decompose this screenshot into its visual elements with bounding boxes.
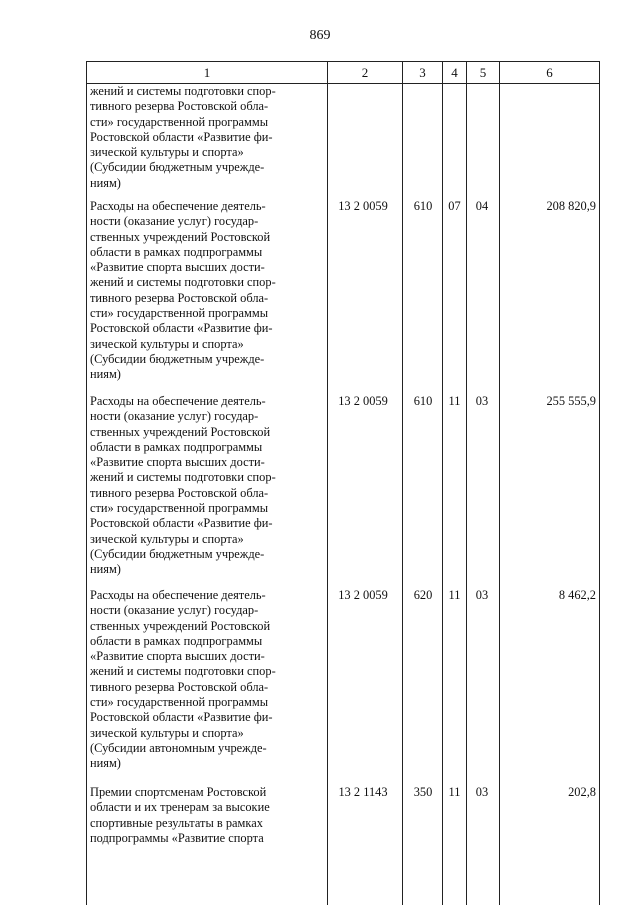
row-section: 11 (448, 588, 461, 602)
row-section: 11 (448, 394, 461, 408)
header-col-5: 5 (479, 65, 487, 80)
row-description: Расходы на обеспечение деятель- ности (оказание услуг) государ- ственных учреждений Ростовской области в рамках подпрограммы «Развитие спорта высших дости- жений и системы подготовки спор- тивного резерва Ростовской обла- сти» государственной программы Ростовской области «Развитие фи- зической культуры и спорта» (Субсидии бюджетным учрежде- ниям) (90, 199, 276, 382)
column-rule (86, 61, 87, 905)
column-rule (466, 61, 467, 905)
row-expense-type: 350 (413, 785, 433, 799)
column-rule (499, 61, 500, 905)
budget-table (86, 61, 600, 905)
row-amount: 8 462,2 (558, 588, 596, 602)
row-subsection: 03 (475, 785, 489, 799)
header-col-2: 2 (361, 65, 369, 80)
row-description: Премии спортсменам Ростовской области и их тренерам за высокие спортивные результаты в рамках подпрограммы «Развитие спорта (90, 785, 270, 845)
header-col-1: 1 (203, 65, 211, 80)
row-amount: 208 820,9 (546, 199, 596, 213)
row-expense-type: 610 (413, 199, 433, 213)
row-description: Расходы на обеспечение деятель- ности (оказание услуг) государ- ственных учреждений Ростовской области в рамках подпрограммы «Развитие спорта высших дости- жений и системы подготовки спор- тивного резерва Ростовской обла- сти» государственной программы Ростовской области «Развитие фи- зической культуры и спорта» (Субсидии автономным учрежде- ниям) (90, 588, 276, 771)
header-col-6: 6 (546, 65, 553, 80)
row-subsection: 04 (475, 199, 489, 213)
row-expense-type: 620 (413, 588, 433, 602)
row-expense-type: 610 (413, 394, 433, 408)
row-description: жений и системы подготовки спор- тивного резерва Ростовской обла- сти» государственной программы Ростовской области «Развитие фи- зической культуры и спорта» (Субсидии бюджетным учрежде- ниям) (90, 84, 276, 190)
header-col-3: 3 (419, 65, 426, 80)
row-target-code: 13 2 0059 (338, 199, 388, 213)
page-number: 869 (309, 28, 331, 43)
row-amount: 202,8 (568, 785, 596, 799)
row-subsection: 03 (475, 588, 489, 602)
column-rule (402, 61, 403, 905)
row-target-code: 13 2 1143 (338, 785, 388, 799)
row-section: 11 (448, 785, 461, 799)
row-amount: 255 555,9 (546, 394, 596, 408)
header-col-4: 4 (451, 65, 458, 80)
column-rule (599, 61, 600, 905)
row-section: 07 (448, 199, 461, 213)
column-rule (327, 61, 328, 905)
row-target-code: 13 2 0059 (338, 588, 388, 602)
row-target-code: 13 2 0059 (338, 394, 388, 408)
row-description: Расходы на обеспечение деятель- ности (оказание услуг) государ- ственных учреждений Ростовской области в рамках подпрограммы «Развитие спорта высших дости- жений и системы подготовки спор- тивного резерва Ростовской обла- сти» государственной программы Ростовской области «Развитие фи- зической культуры и спорта» (Субсидии бюджетным учрежде- ниям) (90, 394, 276, 577)
row-subsection: 03 (475, 394, 489, 408)
column-rule (442, 61, 443, 905)
